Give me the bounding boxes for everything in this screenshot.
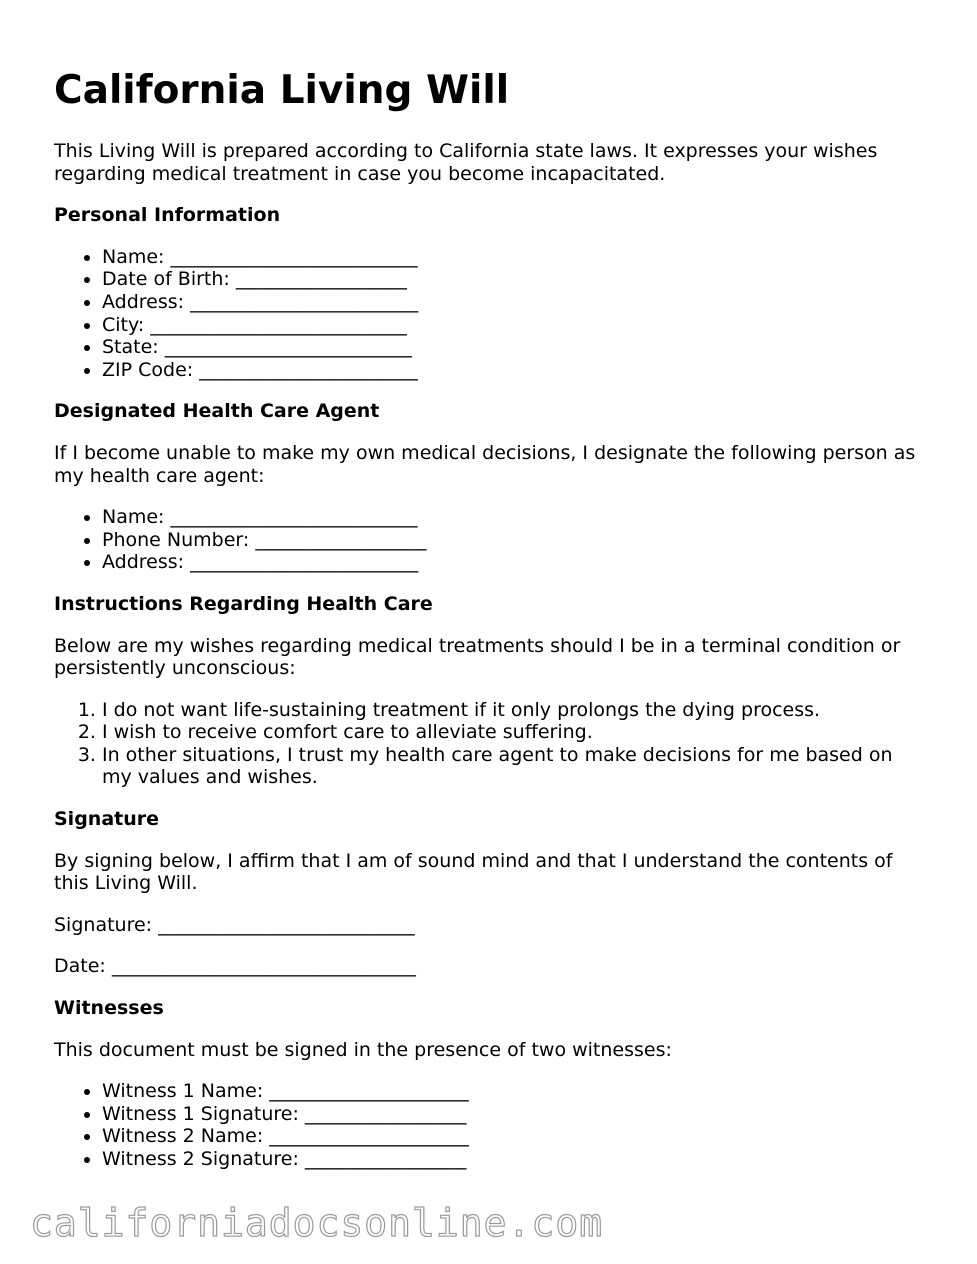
instructions-list — [54, 699, 924, 789]
website-watermark: californiadocsonline.com — [30, 1201, 604, 1245]
list-item-witness-1-signature: • Witness 1 Signature: _________________ — [102, 1103, 924, 1126]
list-item-zip-code: • ZIP Code: _______________________ — [102, 359, 924, 382]
list-item-city: • City: ___________________________ — [102, 314, 924, 337]
list-item-agent-name: • Name: __________________________ — [102, 506, 924, 529]
health-care-agent-list — [54, 506, 924, 574]
document-title: California Living Will — [54, 68, 510, 113]
witnesses-paragraph: This document must be signed in the presence of two witnesses: — [54, 1038, 672, 1061]
list-item-state: • State: __________________________ — [102, 336, 924, 359]
health-care-agent-paragraph: If I become unable to make my own medical decisions, I designate the following person as my health care agent: — [54, 441, 916, 487]
date-line: Date: ________________________________ — [54, 955, 416, 978]
signature-line: Signature: ___________________________ — [54, 913, 415, 936]
list-item-agent-address: • Address: ________________________ — [102, 551, 924, 574]
health-care-agent-heading: Designated Health Care Agent — [54, 400, 380, 423]
intro-paragraph: This Living Will is prepared according to California state laws. It expresses your wishes regarding medical treatment in case you become incapacitated. — [54, 140, 878, 185]
instructions-paragraph: Below are my wishes regarding medical treatments should I be in a terminal condition or persistently unconscious: — [54, 634, 901, 680]
instructions-heading: Instructions Regarding Health Care — [54, 592, 433, 615]
list-item-date-of-birth: • Date of Birth: __________________ — [102, 268, 924, 291]
signature-heading: Signature — [54, 808, 160, 831]
list-item-address: • Address: ________________________ — [102, 291, 924, 314]
list-item-instruction-2: 2. I wish to receive comfort care to alleviate suffering. — [102, 721, 924, 744]
list-item-witness-2-name: • Witness 2 Name: _____________________ — [102, 1125, 924, 1148]
list-item-witness-2-signature: • Witness 2 Signature: _________________ — [102, 1148, 924, 1171]
witnesses-list — [54, 1080, 924, 1170]
list-item-witness-1-name: • Witness 1 Name: _____________________ — [102, 1080, 924, 1103]
document-page — [54, 66, 924, 1190]
list-item-name: • Name: __________________________ — [102, 246, 924, 269]
signature-paragraph: By signing below, I affirm that I am of sound mind and that I understand the contents of this Living Will. — [54, 849, 893, 895]
list-item-instruction-1: 1. I do not want life-sustaining treatment if it only prolongs the dying process. — [102, 699, 924, 722]
personal-information-list — [54, 246, 924, 382]
list-item-instruction-3: 3. In other situations, I trust my health care agent to make decisions for me based on my values and wishes. — [102, 744, 924, 789]
witnesses-heading: Witnesses — [54, 997, 164, 1020]
list-item-agent-phone: • Phone Number: __________________ — [102, 529, 924, 552]
personal-information-heading: Personal Information — [54, 204, 281, 227]
